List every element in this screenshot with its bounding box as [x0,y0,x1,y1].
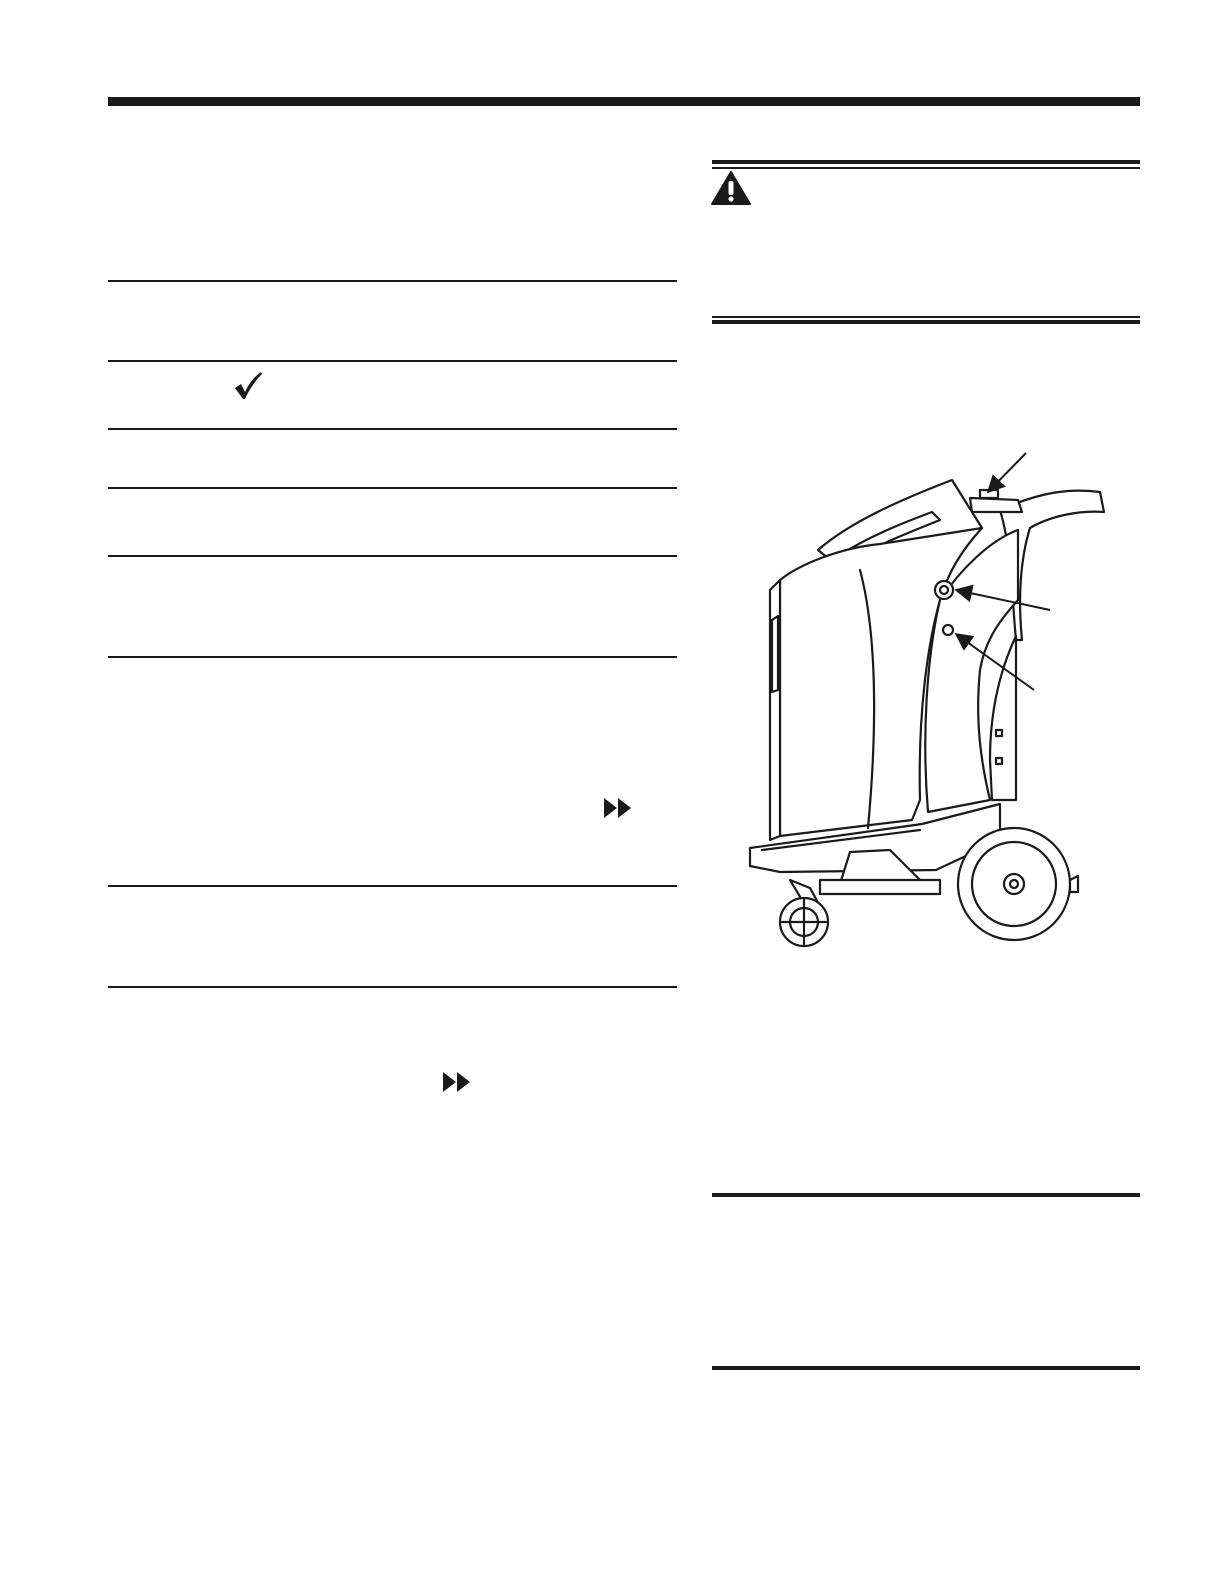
callout-leader-gauge [956,634,1034,690]
note-box-bottom-rule [712,1366,1140,1370]
note-box-top-rule [712,1193,1140,1197]
callout-leader-knob [956,590,1050,610]
callout-leader-lid [988,453,1026,492]
